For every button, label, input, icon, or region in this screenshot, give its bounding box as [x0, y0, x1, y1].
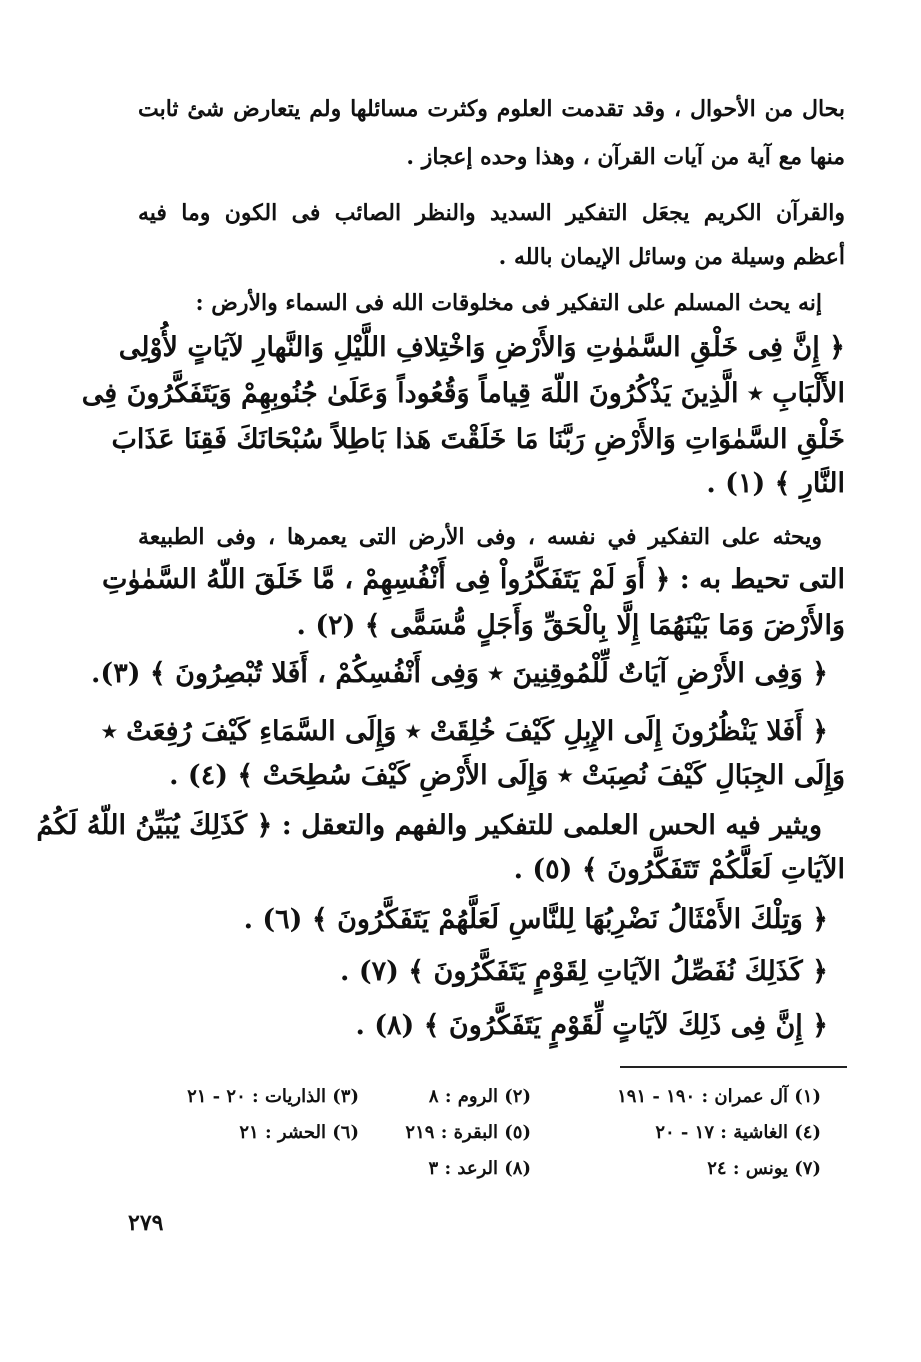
footnote-8: (٨) الرعد : ٣ [428, 1158, 531, 1179]
body-line-6: ويحثه على التفكير في نفسه ، وفى الأرض التى يعمرها ، وفى الطبيعة [138, 524, 822, 550]
body-line-1: بحال من الأحوال ، وقد تقدمت العلوم وكثرت مسائلها ولم يتعارض شئ ثابت [138, 96, 845, 122]
body-line-3: والقرآن الكريم يجعَل التفكير السديد والنظر الصائب فى الكون وما فيه [138, 200, 845, 226]
verse-line-8: ﴿ أَفَلا يَنْظُرُونَ إِلَى الإِبِلِ كَيْفَ خُلِقَتْ ٭ وَإِلَى السَّمَاءِ كَيْفَ رُفِعَتْ ٭ [101, 716, 828, 747]
body-line-2: منها مع آية من آيات القرآن ، وهذا وحده إعجاز . [406, 144, 845, 170]
verse-line-13: ﴿ إِنَّ فِى ذَلِكَ لآيَاتٍ لِّقَوْمٍ يَتَفَكَّرُونَ ﴾ (٨) . [355, 1010, 828, 1041]
page-number: ٢٧٩ [128, 1210, 164, 1236]
verse-line-12: ﴿ كَذَلِكَ نُفَصِّلُ الآيَاتِ لِقَوْمٍ يَتَفَكَّرُونَ ﴾ (٧) . [340, 956, 828, 987]
footnote-1: (١) آل عمران : ١٩٠ - ١٩١ [617, 1086, 821, 1107]
footnote-7: (٧) يونس : ٢٤ [707, 1158, 821, 1179]
footnote-3: (٣) الذاريات : ٢٠ - ٢١ [187, 1086, 359, 1107]
verse-line-1: ﴿ إِنَّ فِى خَلْقِ السَّمٰوٰتِ وَالأَرْضِ وَاخْتِلافِ اللَّيْلِ وَالنَّهارِ لآيَاتٍ لأُوْلِى [118, 332, 845, 363]
footnote-6: (٦) الحشر : ٢١ [239, 1122, 359, 1143]
verse-line-11: ﴿ وَتِلْكَ الأَمْثَالُ نَضْرِبُهَا لِلنَّاسِ لَعَلَّهُمْ يَتَفَكَّرُونَ ﴾ (٦) . [243, 904, 828, 935]
verse-line-3: خَلْقِ السَّمٰوَاتِ وَالأَرْضِ رَبَّنَا مَا خَلَقْتَ هَذا بَاطِلاً سُبْحَانَكَ فَقِنَا عَذَابَ [111, 424, 845, 455]
verse-line-6: وَالأَرْضَ وَمَا بَيْنَهُمَا إِلَّا بِالْحَقِّ وَأَجَلٍ مُّسَمًّى ﴾ (٢) . [296, 610, 845, 641]
footnote-2: (٢) الروم : ٨ [428, 1086, 531, 1107]
verse-line-2: الأَلْبَابِ ٭ الَّذِينَ يَذْكُرُونَ اللّهَ قِياماً وَقُعُوداً وَعَلَىٰ جُنُوبِهِمْ وَيَتَفَكَّرُونَ فِى [81, 378, 845, 409]
verse-line-4: النَّارِ ﴾ (١) . [706, 468, 845, 499]
footnote-4: (٤) الغاشية : ١٧ - ٢٠ [655, 1122, 821, 1143]
footnote-divider [620, 1066, 847, 1068]
body-line-4: أعظم وسيلة من وسائل الإيمان بالله . [498, 244, 845, 270]
verse-line-7: ﴿ وَفِى الأَرْضِ آيَاتٌ لِّلْمُوقِنِينَ ٭ وَفِى أَنْفُسِكُمْ ، أَفَلا تُبْصِرُونَ ﴾ (٣). [91, 658, 828, 689]
verse-line-10: الآيَاتِ لَعَلَّكُمْ تَتَفَكَّرُونَ ﴾ (٥) . [513, 854, 845, 885]
footnote-5: (٥) البقرة : ٢١٩ [405, 1122, 531, 1143]
body-line-5: إنه يحث المسلم على التفكير فى مخلوقات الله فى السماء والأرض : [195, 290, 822, 316]
verse-line-5: التى تحيط به : ﴿ أَوَ لَمْ يَتَفَكَّرُواْ فِى أَنْفُسِهِمْ ، مَّا خَلَقَ اللّهُ السَّمٰوٰتِ [102, 564, 845, 595]
verse-line-9: وَإِلَى الجِبَالِ كَيْفَ نُصِبَتْ ٭ وَإِلَى الأَرْضِ كَيْفَ سُطِحَتْ ﴾ (٤) . [169, 760, 845, 791]
body-line-7: ويثير فيه الحس العلمى للتفكير والفهم والتعقل : ﴿ كَذَلِكَ يُبَيِّنُ اللّهُ لَكُمُ [36, 810, 822, 841]
